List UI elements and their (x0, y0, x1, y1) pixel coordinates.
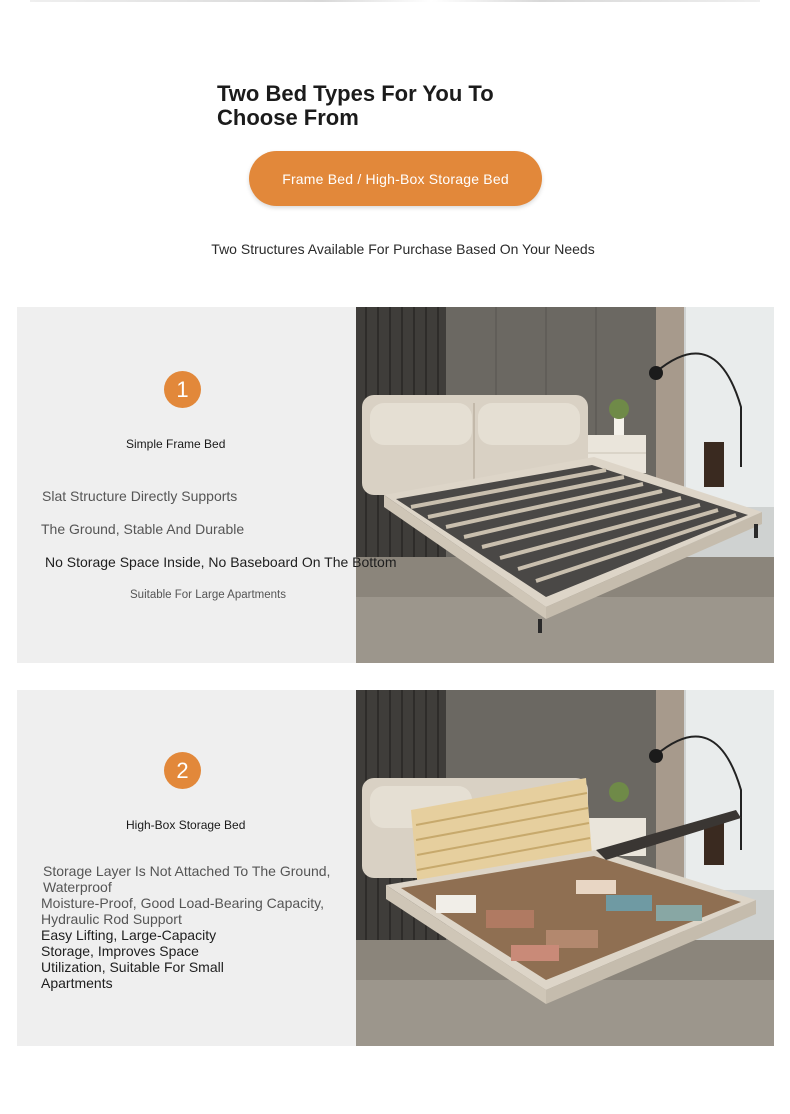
storage-bed-desc-7: Utilization, Suitable For Small (41, 959, 224, 975)
frame-bed-number-badge: 1 (164, 371, 201, 408)
top-divider (30, 0, 760, 2)
bed-types-pill-label: Frame Bed / High-Box Storage Bed (282, 170, 509, 187)
bed-types-pill (249, 151, 542, 206)
frame-bed-panel (17, 307, 357, 663)
storage-bed-desc-3: Moisture-Proof, Good Load-Bearing Capacity, (41, 895, 324, 911)
storage-bed-desc-1: Storage Layer Is Not Attached To The Ground, (43, 863, 331, 879)
storage-bed-photo (356, 690, 774, 1046)
storage-bed-desc-6: Storage, Improves Space (41, 943, 199, 959)
title-line-1: Two Bed Types For You To (217, 81, 494, 106)
frame-bed-desc-2: The Ground, Stable And Durable (41, 521, 245, 537)
storage-bed-desc-2: Waterproof (43, 879, 112, 895)
storage-bed-number-badge: 2 (164, 752, 201, 789)
storage-bed-desc-4: Hydraulic Rod Support (41, 911, 182, 927)
frame-bed-name: Simple Frame Bed (126, 437, 226, 451)
page-subtitle: Two Structures Available For Purchase Based On Your Needs (211, 241, 595, 257)
storage-bed-desc-8: Apartments (41, 975, 113, 991)
frame-bed-desc-1: Slat Structure Directly Supports (42, 488, 238, 504)
frame-bed-note: Suitable For Large Apartments (130, 589, 286, 601)
frame-bed-desc-3: No Storage Space Inside, No Baseboard On The Bottom (45, 554, 397, 570)
page-title (217, 82, 517, 130)
title-line-2: Choose From (217, 105, 359, 130)
storage-bed-description (41, 863, 361, 991)
storage-bed-name: High-Box Storage Bed (126, 818, 246, 832)
storage-bed-desc-5: Easy Lifting, Large-Capacity (41, 927, 217, 943)
frame-bed-photo (356, 307, 774, 663)
